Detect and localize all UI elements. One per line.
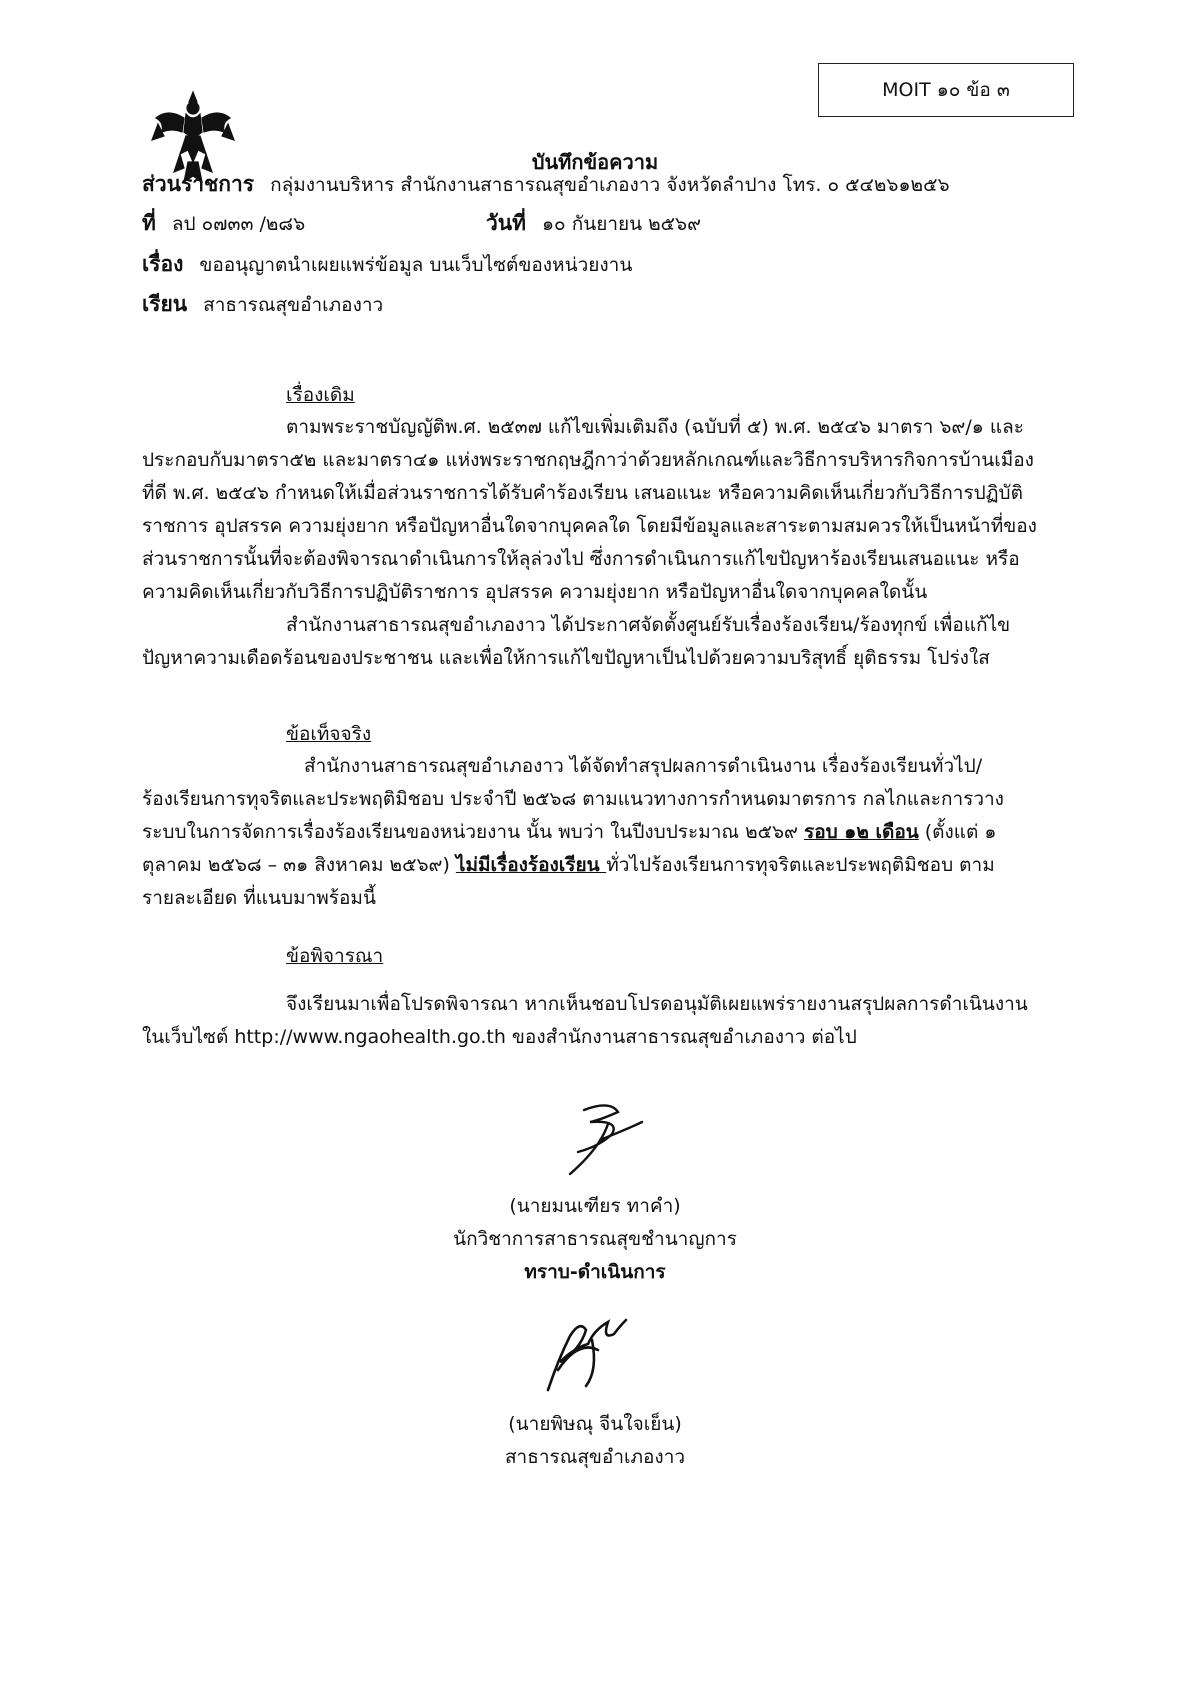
section-heading-background: เรื่องเดิม [286, 384, 355, 406]
paragraph-line: ส่วนราชการนั้นที่จะต้องพิจารณาดำเนินการให้ลุล่วงไป ซึ่งการดำเนินการแก้ไขปัญหาร้องเรียนเสนอแนะ หรือ [142, 548, 1020, 570]
signature-1-icon [560, 1100, 650, 1180]
facts-paragraph [142, 750, 1082, 915]
signer-2-position: สาธารณสุขอำเภองาว [504, 1446, 686, 1468]
section-heading-consideration: ข้อพิจารณา [286, 945, 384, 967]
salutation-label: เรียน [142, 292, 188, 316]
paragraph-line: ตุลาคม ๒๕๖๘ – ๓๑ สิงหาคม ๒๕๖๙) ไม่มีเรื่องร้องเรียน ทั่วไปร้องเรียนการทุจริตและประพฤติมิชอบ ตาม [142, 854, 995, 876]
paragraph-line: ในเว็บไซต์ http://www.ngaohealth.go.th ของสำนักงานสาธารณสุขอำเภองาว ต่อไป [142, 1026, 857, 1048]
paragraph-line: ปัญหาความเดือดร้อนของประชาชน และเพื่อให้การแก้ไขปัญหาเป็นไปด้วยความบริสุทธิ์ ยุติธรรม โปร่งใส [142, 647, 990, 669]
agency-value: กลุ่มงานบริหาร สำนักงานสาธารณสุขอำเภองาว จังหวัดลำปาง โทร. ๐ ๕๔๒๖๑๒๕๖ [270, 174, 950, 196]
background-paragraph-2 [142, 609, 1082, 675]
period-highlight: รอบ ๑๒ เดือน [804, 821, 919, 843]
salutation-line [142, 287, 1082, 321]
document-code: MOIT ๑๐ ข้อ ๓ [882, 79, 1010, 101]
subject-label: เรื่อง [142, 252, 184, 276]
subject-line [142, 247, 1082, 281]
paragraph-line: ตามพระราชบัญญัติพ.ศ. ๒๕๓๗ แก้ไขเพิ่มเติมถึง (ฉบับที่ ๕) พ.ศ. ๒๕๔๖ มาตรา ๖๙/๑ และ [286, 416, 1024, 438]
paragraph-line: สำนักงานสาธารณสุขอำเภองาว ได้จัดทำสรุปผลการดำเนินงาน เรื่องร้องเรียนทั่วไป/ [304, 755, 983, 777]
document-code-box [818, 63, 1074, 117]
signature-2-icon [528, 1300, 638, 1400]
background-paragraph-1 [142, 411, 1082, 609]
agency-line [142, 167, 1082, 201]
approval-note: ทราบ-ดำเนินการ [524, 1261, 666, 1283]
paragraph-line: ราชการ อุปสรรค ความยุ่งยาก หรือปัญหาอื่นใดจากบุคคลใด โดยมีข้อมูลและสาระตามสมควรให้เป็นหน้าที่ของ [142, 515, 1037, 537]
paragraph-line: ประกอบกับมาตรา๕๒ และมาตรา๔๑ แห่งพระราชกฤษฎีกาว่าด้วยหลักเกณฑ์และวิธีการบริหารกิจการบ้านเมือง [142, 449, 1034, 471]
salutation-value: สาธารณสุขอำเภองาว [203, 294, 384, 316]
paragraph-line: รายละเอียด ที่แนบมาพร้อมนี้ [142, 887, 376, 909]
paragraph-line: ความคิดเห็นเกี่ยวกับวิธีการปฏิบัติราชการ อุปสรรค ความยุ่งยาก หรือปัญหาอื่นใดจากบุคคลใดนั้น [142, 581, 928, 603]
paragraph-line: จึงเรียนมาเพื่อโปรดพิจารณา หากเห็นชอบโปรดอนุมัติเผยแพร่รายงานสรุปผลการดำเนินงาน [286, 993, 1028, 1015]
reference-label: ที่ [142, 211, 156, 235]
subject-value: ขออนุญาตนำเผยแพร่ข้อมูล บนเว็บไซต์ของหน่วยงาน [199, 254, 633, 276]
date-line [486, 206, 986, 240]
reference-value: ลป ๐๗๓๓ /๒๘๖ [171, 213, 306, 235]
consideration-paragraph [142, 988, 1082, 1054]
date-value: ๑๐ กันยายน ๒๕๖๙ [542, 213, 702, 235]
signer-2-name: (นายพิษณุ จีนใจเย็น) [508, 1413, 682, 1435]
memo-title: บันทึกข้อความ [531, 150, 659, 174]
paragraph-line: สำนักงานสาธารณสุขอำเภองาว ได้ประกาศจัดตั้งศูนย์รับเรื่องร้องเรียน/ร้องทุกข์ เพื่อแก้ไข [286, 614, 1011, 636]
signer-1-position: นักวิชาการสาธารณสุขชำนาญการ [453, 1228, 737, 1250]
no-complaints-highlight: ไม่มีเรื่องร้องเรียน [455, 854, 607, 876]
agency-label: ส่วนราชการ [142, 172, 255, 196]
signer-1-name: (นายมนเฑียร ทาคำ) [509, 1195, 681, 1217]
paragraph-line: ร้องเรียนการทุจริตและประพฤติมิชอบ ประจำปี ๒๕๖๘ ตามแนวทางการกำหนดมาตรการ กลไกและการวาง [142, 788, 1004, 810]
paragraph-line: ระบบในการจัดการเรื่องร้องเรียนของหน่วยงาน นั้น พบว่า ในปีงบประมาณ ๒๕๖๙ รอบ ๑๒ เดือน (ตั้งแต่ ๑ [142, 821, 997, 843]
date-label: วันที่ [486, 211, 526, 235]
section-heading-facts: ข้อเท็จจริง [286, 723, 372, 745]
paragraph-line: ที่ดี พ.ศ. ๒๕๔๖ กำหนดให้เมื่อส่วนราชการได้รับคำร้องเรียน เสนอแนะ หรือความคิดเห็นเกี่ยวกับวิธีการปฏิบัติ [142, 482, 1023, 504]
